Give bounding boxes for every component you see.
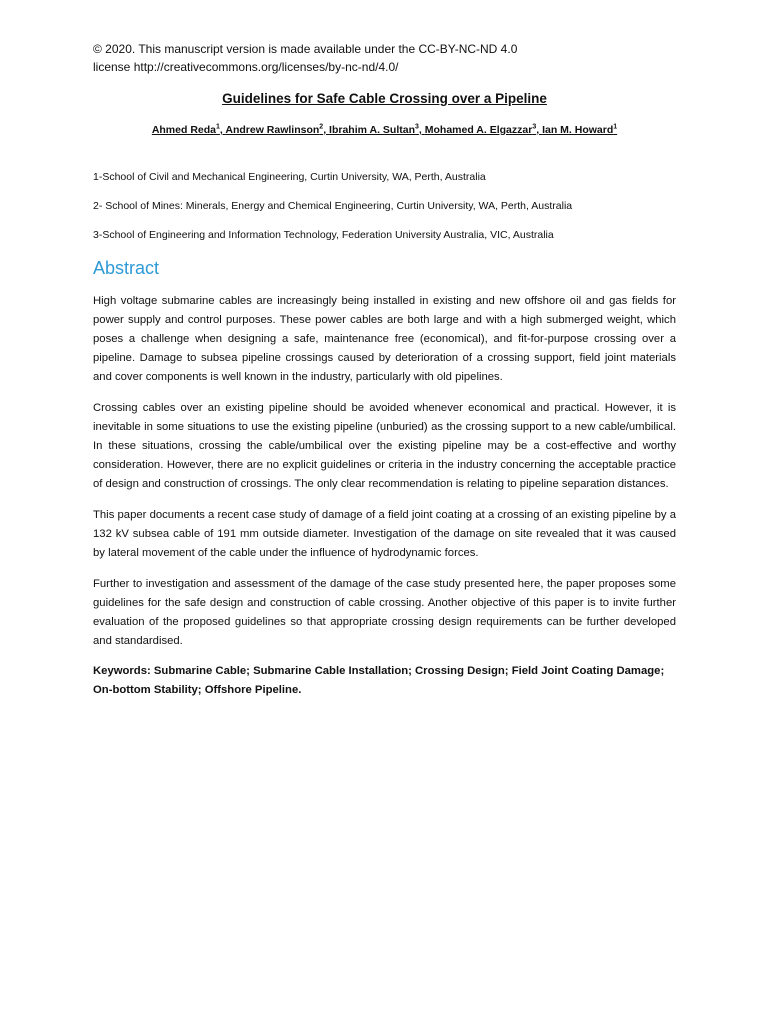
author-name: Mohamed A. Elgazzar: [424, 124, 533, 136]
author-affiliation-mark: 3: [532, 123, 537, 131]
author-list: [93, 123, 676, 137]
author-name: Andrew Rawlinson: [225, 124, 320, 136]
author-separator: ,: [536, 124, 543, 136]
license-line-1: © 2020. This manuscript version is made available under the CC-BY-NC-ND 4.0: [93, 42, 518, 56]
author-separator: ,: [418, 124, 425, 136]
affiliation-2: 2- School of Mines: Minerals, Energy and Chemical Engineering, Curtin University, WA, Perth, Australia: [93, 200, 573, 212]
manuscript-page: [93, 40, 676, 700]
affiliations: [93, 170, 676, 242]
author-affiliation-mark: 3: [415, 123, 419, 131]
license-line-2: license http://creativecommons.org/licenses/by-nc-nd/4.0/: [93, 60, 399, 74]
keywords: Keywords: Submarine Cable; Submarine Cable Installation; Crossing Design; Field Joint Coating Damage; On-bottom Stability; Offshore Pipeline.: [93, 665, 665, 696]
abstract-paragraph-2: Crossing cables over an existing pipeline should be avoided whenever economical and practical. However, it is inevitable in some situations to use the existing pipeline (unburied) as the crossing support to a new cable/umbilical. In these situations, crossing the cable/umbilical over the existing pipeline may be a cost-effective and worthy consideration. However, there are no explicit guidelines or criteria in the industry concerning the acceptable practice of design and construction of crossings. The only clear recommendation is relating to pipeline separation distances.: [93, 402, 676, 490]
author-name: Ian M. Howard: [542, 124, 614, 136]
affiliation-1: 1-School of Civil and Mechanical Engineering, Curtin University, WA, Perth, Australia: [93, 171, 486, 183]
paper-title: Guidelines for Safe Cable Crossing over a Pipeline: [222, 91, 547, 106]
abstract-heading: Abstract: [93, 258, 160, 278]
abstract-paragraph-4: Further to investigation and assessment of the damage of the case study presented here, the paper proposes some guidelines for the safe design and construction of cable crossing. Another objective of this paper is to invite further evaluation of the proposed guidelines so that appropriate crossing design requirements can be further developed and standardised.: [93, 578, 676, 647]
author-affiliation-mark: 1: [613, 123, 618, 131]
author-affiliation-mark: 1: [216, 123, 220, 131]
license-notice: [93, 40, 676, 76]
author-name: Ibrahim A. Sultan: [329, 124, 416, 136]
author-name: Ahmed Reda: [151, 124, 216, 136]
author-affiliation-mark: 2: [319, 123, 324, 131]
author-separator: ,: [219, 124, 226, 136]
abstract-paragraph-1: High voltage submarine cables are increasingly being installed in existing and new offshore oil and gas fields for power supply and control purposes. These power cables are both large and with a high submerged weight, which poses a challenge when designing a safe, maintenance free (economical), and fit-for-purpose crossing over a pipeline. Damage to subsea pipeline crossings caused by deterioration of a crossing support, field joint materials and cover components is well known in the industry, particularly with old pipelines.: [93, 295, 676, 383]
abstract-paragraph-3: This paper documents a recent case study of damage of a field joint coating at a crossing of an existing pipeline by a 132 kV subsea cable of 191 mm outside diameter. Investigation of the damage on site revealed that it was caused by lateral movement of the cable under the influence of hydrodynamic forces.: [93, 509, 676, 559]
author-separator: ,: [323, 124, 330, 136]
affiliation-3: 3-School of Engineering and Information Technology, Federation University Australia, VIC, Australia: [93, 229, 554, 241]
